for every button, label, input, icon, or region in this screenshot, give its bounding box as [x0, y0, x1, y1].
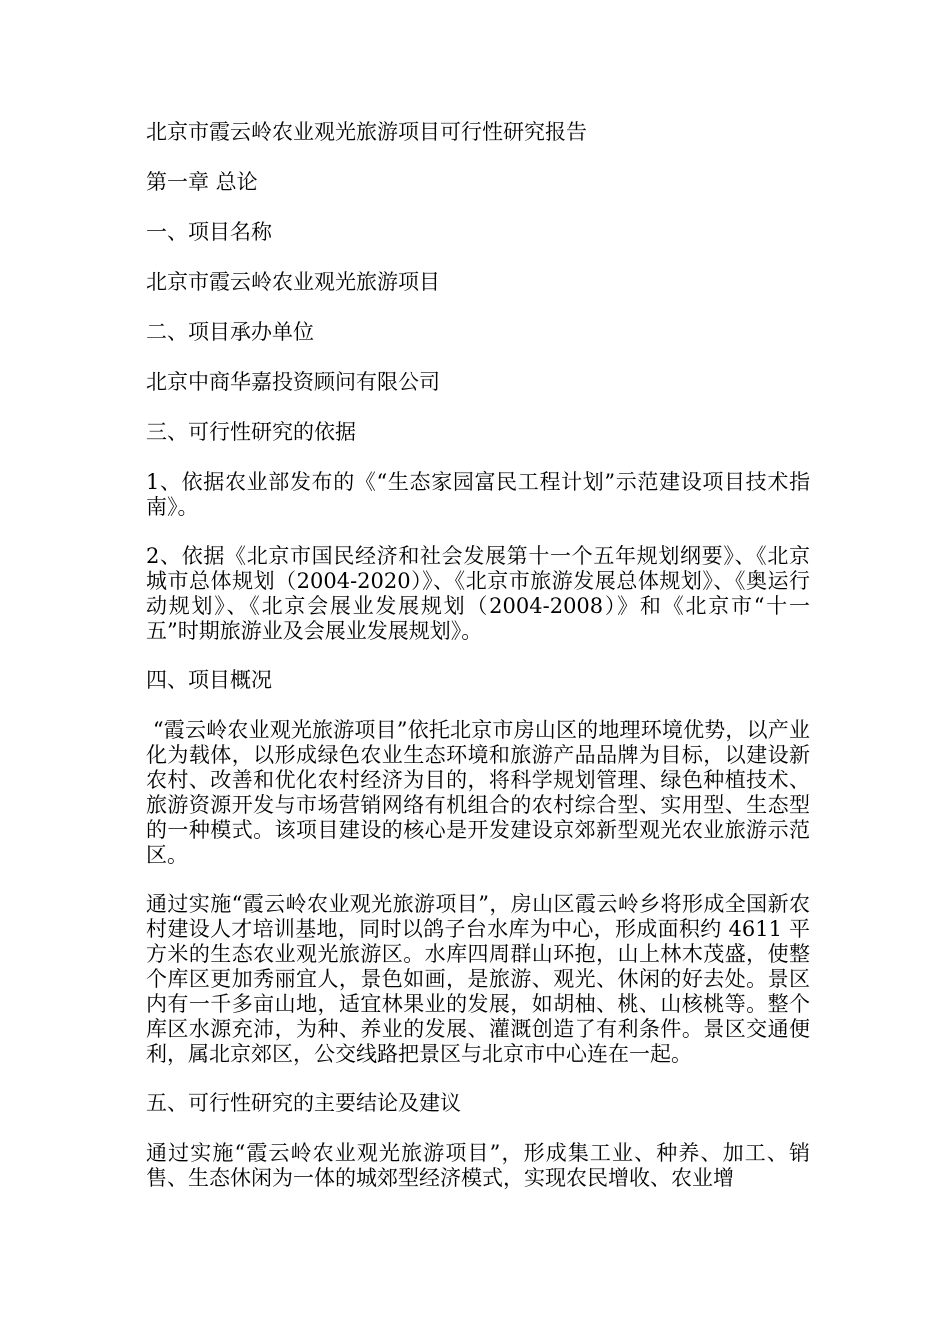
section-heading-basis: 三、可行性研究的依据 [146, 420, 356, 444]
project-name-text: 北京市霞云岭农业观光旅游项目 [146, 270, 440, 294]
overview-paragraph-1: “霞云岭农业观光旅游项目”依托北京市房山区的地理环境优势，以产业化为载体，以形成绿色农业生态环境和旅游产品品牌为目标，以建设新农村、改善和优化农村经济为目的，将科学规划管理、绿色种植技术、旅游资源开发与市场营销网络有机组合的农村综合型、实用型、生态型的一种模式。该项目建设的核心是开发建设京郊新型观光农业旅游示范区。 [146, 718, 810, 867]
section-heading-project-name: 一、项目名称 [146, 220, 272, 244]
basis-item-2: 2、依据《北京市国民经济和社会发展第十一个五年规划纲要》、《北京城市总体规划（2004-2020）》、《北京市旅游发展总体规划》、《奥运行动规划》、《北京会展业发展规划（2004-2008）》和《北京市“十一五”时期旅游业及会展业发展规划》。 [146, 544, 810, 643]
section-heading-conclusions: 五、可行性研究的主要结论及建议 [146, 1091, 461, 1115]
organizer-text: 北京中商华嘉投资顾问有限公司 [146, 370, 440, 394]
document-body [146, 120, 810, 1215]
overview-paragraph-2: 通过实施“霞云岭农业观光旅游项目”，房山区霞云岭乡将形成全国新农村建设人才培训基地，同时以鸽子台水库为中心，形成面积约 4611 平方米的生态农业观光旅游区。水库四周群山环抱，山上林木茂盛，使整个库区更加秀丽宜人，景色如画，是旅游、观光、休闲的好去处。景区内有一千多亩山地，适宜林果业的发展，如胡柚、桃、山核桃等。整个库区水源充沛，为种、养业的发展、灌溉创造了有利条件。景区交通便利，属北京郊区，公交线路把景区与北京市中心连在一起。 [146, 892, 810, 1066]
section-heading-overview: 四、项目概况 [146, 668, 272, 692]
basis-item-1: 1、依据农业部发布的《“生态家园富民工程计划”示范建设项目技术指南》。 [146, 470, 810, 519]
document-title: 北京市霞云岭农业观光旅游项目可行性研究报告 [146, 120, 587, 144]
chapter-heading: 第一章 总论 [146, 170, 258, 194]
section-heading-organizer: 二、项目承办单位 [146, 320, 314, 344]
conclusions-paragraph-1: 通过实施“霞云岭农业观光旅游项目”，形成集工业、种养、加工、销售、生态休闲为一体的城郊型经济模式，实现农民增收、农业增 [146, 1141, 810, 1190]
